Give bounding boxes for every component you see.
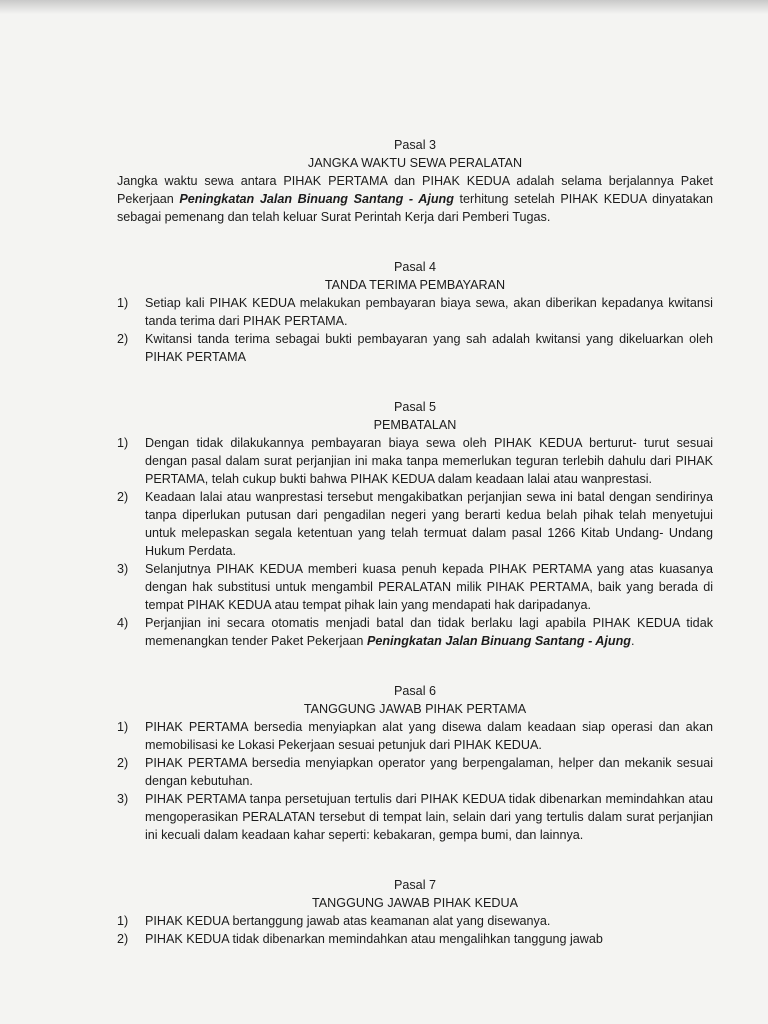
list-item-text: PIHAK PERTAMA bersedia menyiapkan operator yang berpengalaman, helper dan mekanik sesuai dengan kebutuhan. [145, 756, 713, 788]
pasal-3-text-before: Jangka waktu sewa antara PIHAK PERTAMA dan PIHAK KEDUA adalah selama berjalannya Paket Pekerjaan [117, 174, 713, 206]
pasal-3-project-name: Peningkatan Jalan Binuang Santang - Ajung [179, 192, 454, 206]
list-item-number: 2) [117, 332, 129, 346]
pasal-7-number: Pasal 7 [393, 878, 436, 892]
pasal-5-list [117, 434, 713, 650]
list-item-text-end: . [630, 634, 635, 648]
pasal-6-section [117, 682, 713, 844]
document-page [117, 136, 713, 980]
list-item-text: PIHAK PERTAMA tanpa persetujuan tertulis dari PIHAK KEDUA tidak dibenarkan memindahkan atau mengoperasikan PERALATAN tersebut di tempat lain, selain dari yang tertulis dalam surat perjanjian ini kecuali dalam keadaan kahar seperti: kebakaran, gempa bumi, dan lainnya. [145, 792, 713, 842]
pasal-7-title: TANGGUNG JAWAB PIHAK KEDUA [312, 896, 518, 910]
list-item [117, 488, 713, 560]
list-item-text: Setiap kali PIHAK KEDUA melakukan pembayaran biaya sewa, akan diberikan kepadanya kwitansi tanda terima dari PIHAK PERTAMA. [145, 296, 713, 328]
list-item-number: 2) [117, 932, 129, 946]
list-item-number: 1) [117, 436, 129, 450]
list-item-text: PIHAK KEDUA bertanggung jawab atas keamanan alat yang disewanya. [145, 914, 551, 928]
list-item-text: Dengan tidak dilakukannya pembayaran biaya sewa oleh PIHAK KEDUA berturut- turut sesuai dengan pasal dalam surat perjanjian ini maka tanpa memerlukan teguran terlebih dahulu dari PIHAK PERTAMA, telah cukup bukti bahwa PIHAK KEDUA dalam keadaan lalai atau wanprestasi. [145, 436, 713, 486]
pasal-4-title: TANDA TERIMA PEMBAYARAN [324, 278, 506, 292]
list-item-number: 1) [117, 296, 129, 310]
pasal-7-section [117, 876, 713, 948]
pasal-4-number: Pasal 4 [393, 260, 436, 274]
pasal-6-number: Pasal 6 [393, 684, 436, 698]
pasal-3-number: Pasal 3 [393, 138, 436, 152]
list-item-number: 3) [117, 562, 129, 576]
list-item-text: Keadaan lalai atau wanprestasi tersebut mengakibatkan perjanjian sewa ini batal dengan sendirinya tanpa diperlukan putusan dari pengadilan negeri yang berarti kedua belah pihak telah menyetujui untuk melepaskan segala ketentuan yang telah termuat dalam pasal 1266 Kitab Undang- Undang Hukum Perdata. [145, 490, 713, 558]
list-item-text: Perjanjian ini secara otomatis menjadi batal dan tidak berlaku lagi apabila PIHAK KEDUA tidak memenangkan tender Paket Pekerjaan [145, 616, 713, 648]
pasal-7-list [117, 912, 713, 948]
list-item-number: 2) [117, 756, 129, 770]
list-item [117, 294, 713, 330]
list-item [117, 912, 713, 930]
list-item-text: Selanjutnya PIHAK KEDUA memberi kuasa penuh kepada PIHAK PERTAMA yang atas kuasanya dengan hak substitusi untuk mengambil PERALATAN milik PIHAK PERTAMA, baik yang berada di tempat PIHAK KEDUA atau tempat pihak lain yang mendapati hak daripadanya. [145, 562, 713, 612]
pasal-3-paragraph [117, 172, 713, 226]
pasal-3-title: JANGKA WAKTU SEWA PERALATAN [307, 156, 523, 170]
list-item [117, 330, 713, 366]
list-item [117, 614, 713, 650]
list-item-number: 1) [117, 914, 129, 928]
pasal-5-project-name: Peningkatan Jalan Binuang Santang - Ajung [366, 634, 631, 648]
page-edge-shadow [0, 0, 768, 14]
list-item [117, 754, 713, 790]
pasal-5-section [117, 398, 713, 650]
list-item-text: Kwitansi tanda terima sebagai bukti pembayaran yang sah adalah kwitansi yang dikeluarkan oleh PIHAK PERTAMA [145, 332, 713, 364]
pasal-3-text-after: terhitung setelah PIHAK KEDUA dinyatakan sebagai pemenang dan telah keluar Surat Perintah Kerja dari Pemberi Tugas. [117, 192, 713, 224]
list-item [117, 790, 713, 844]
pasal-5-number: Pasal 5 [393, 400, 436, 414]
list-item-text: PIHAK KEDUA tidak dibenarkan memindahkan atau mengalihkan tanggung jawab [145, 932, 603, 946]
list-item-number: 3) [117, 792, 129, 806]
pasal-3-section [117, 136, 713, 226]
list-item [117, 560, 713, 614]
list-item [117, 718, 713, 754]
list-item-number: 2) [117, 490, 129, 504]
pasal-5-title: PEMBATALAN [373, 418, 457, 432]
list-item [117, 434, 713, 488]
list-item-text: PIHAK PERTAMA bersedia menyiapkan alat yang disewa dalam keadaan siap operasi dan akan memobilisasi ke Lokasi Pekerjaan sesuai petunjuk dari PIHAK KEDUA. [145, 720, 713, 752]
pasal-4-list [117, 294, 713, 366]
pasal-4-section [117, 258, 713, 366]
list-item-number: 4) [117, 616, 129, 630]
list-item-number: 1) [117, 720, 129, 734]
pasal-6-list [117, 718, 713, 844]
list-item [117, 930, 713, 948]
pasal-6-title: TANGGUNG JAWAB PIHAK PERTAMA [303, 702, 527, 716]
